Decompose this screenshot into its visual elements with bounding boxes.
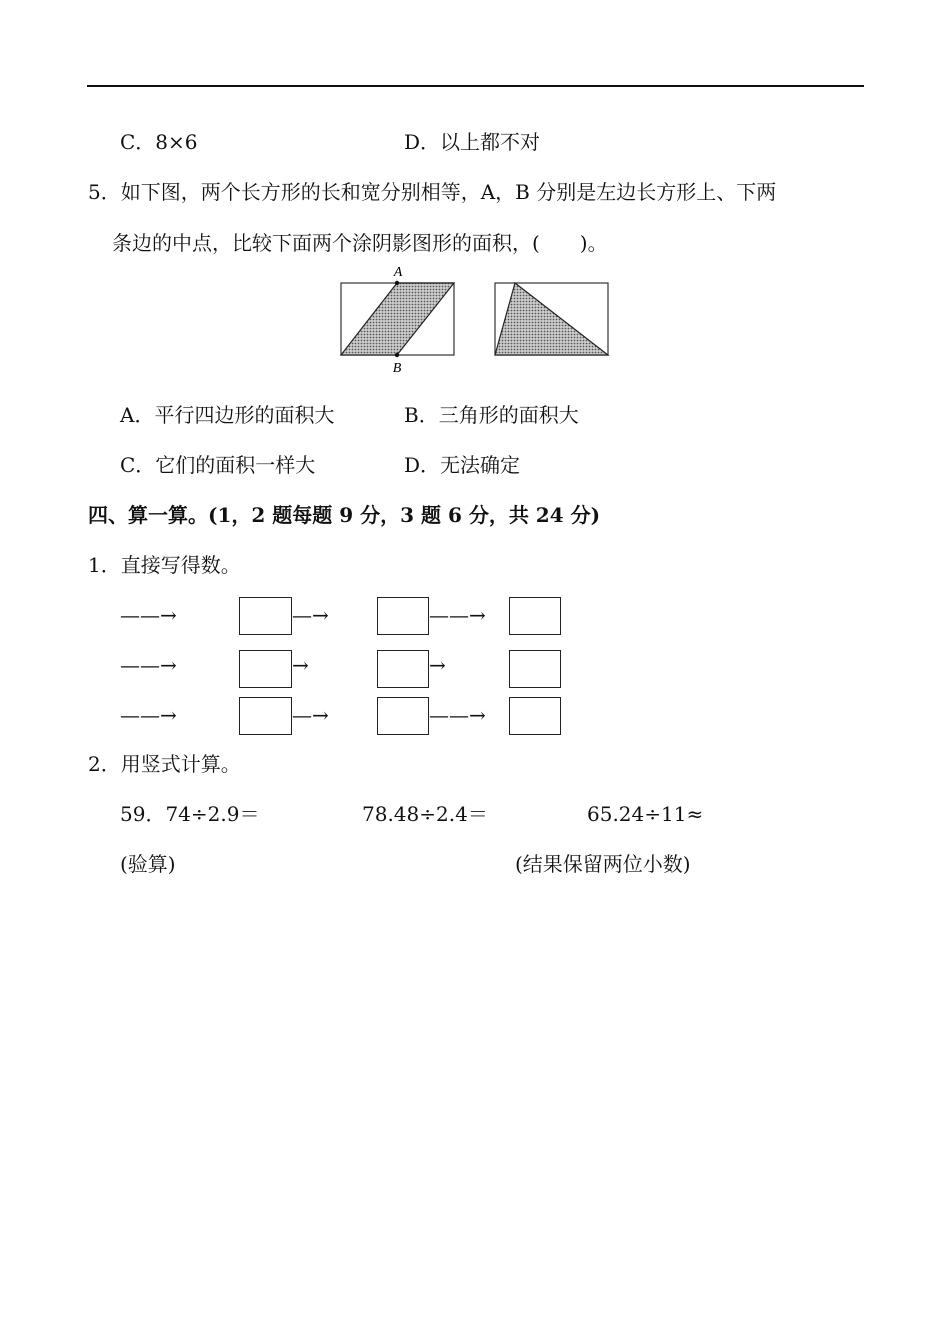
answer-box[interactable] xyxy=(509,597,561,635)
point-a-marker xyxy=(395,281,399,285)
answer-box[interactable] xyxy=(509,697,561,735)
answer-box[interactable] xyxy=(377,697,429,735)
arrow-icon: —→ xyxy=(292,703,329,727)
point-b-label: B xyxy=(392,361,402,376)
arrow-icon: → xyxy=(429,653,446,677)
q5-option-a[interactable]: A．平行四边形的面积大 xyxy=(120,403,335,427)
parallelogram-shaded xyxy=(341,283,454,355)
q5-stem-line1: 5．如下图，两个长方形的长和宽分别相等，A，B 分别是左边长方形上、下两 xyxy=(88,180,777,204)
q5-option-b[interactable]: B．三角形的面积大 xyxy=(404,403,579,427)
q5-stem-line2: 条边的中点，比较下面两个涂阴影图形的面积，( )。 xyxy=(112,231,608,255)
q2-title: 2．用竖式计算。 xyxy=(88,752,241,776)
triangle-shaded xyxy=(495,283,608,355)
arrow-icon: —→ xyxy=(292,603,329,627)
q4-option-d[interactable]: D．以上都不对 xyxy=(404,130,541,154)
q2-note-check: (验算) xyxy=(120,852,176,876)
q2-expression-2: 78.48÷2.4＝ xyxy=(362,802,488,826)
answer-box[interactable] xyxy=(509,650,561,688)
answer-box[interactable] xyxy=(239,697,292,735)
q5-figure xyxy=(330,258,620,378)
point-a-label: A xyxy=(393,265,403,280)
answer-box[interactable] xyxy=(377,650,429,688)
q2-note-rounding: (结果保留两位小数) xyxy=(515,852,691,876)
arrow-icon: ——→ xyxy=(429,703,486,727)
arrow-icon: ——→ xyxy=(120,703,177,727)
arrow-icon: ——→ xyxy=(429,603,486,627)
answer-box[interactable] xyxy=(377,597,429,635)
point-b-marker xyxy=(395,353,399,357)
header-rule xyxy=(87,85,864,87)
q5-option-c[interactable]: C．它们的面积一样大 xyxy=(120,453,316,477)
arrow-icon: ——→ xyxy=(120,653,177,677)
q2-expression-1: 59．74÷2.9＝ xyxy=(120,802,260,826)
arrow-icon: → xyxy=(292,653,309,677)
answer-box[interactable] xyxy=(239,597,292,635)
q5-option-d[interactable]: D．无法确定 xyxy=(404,453,521,477)
q1-title: 1．直接写得数。 xyxy=(88,553,241,577)
answer-box[interactable] xyxy=(239,650,292,688)
arrow-icon: ——→ xyxy=(120,603,177,627)
q4-option-c[interactable]: C．8×6 xyxy=(120,130,198,154)
section4-heading: 四、算一算。(1，2 题每题 9 分，3 题 6 分，共 24 分) xyxy=(88,503,601,527)
q2-expression-3: 65.24÷11≈ xyxy=(587,802,704,826)
